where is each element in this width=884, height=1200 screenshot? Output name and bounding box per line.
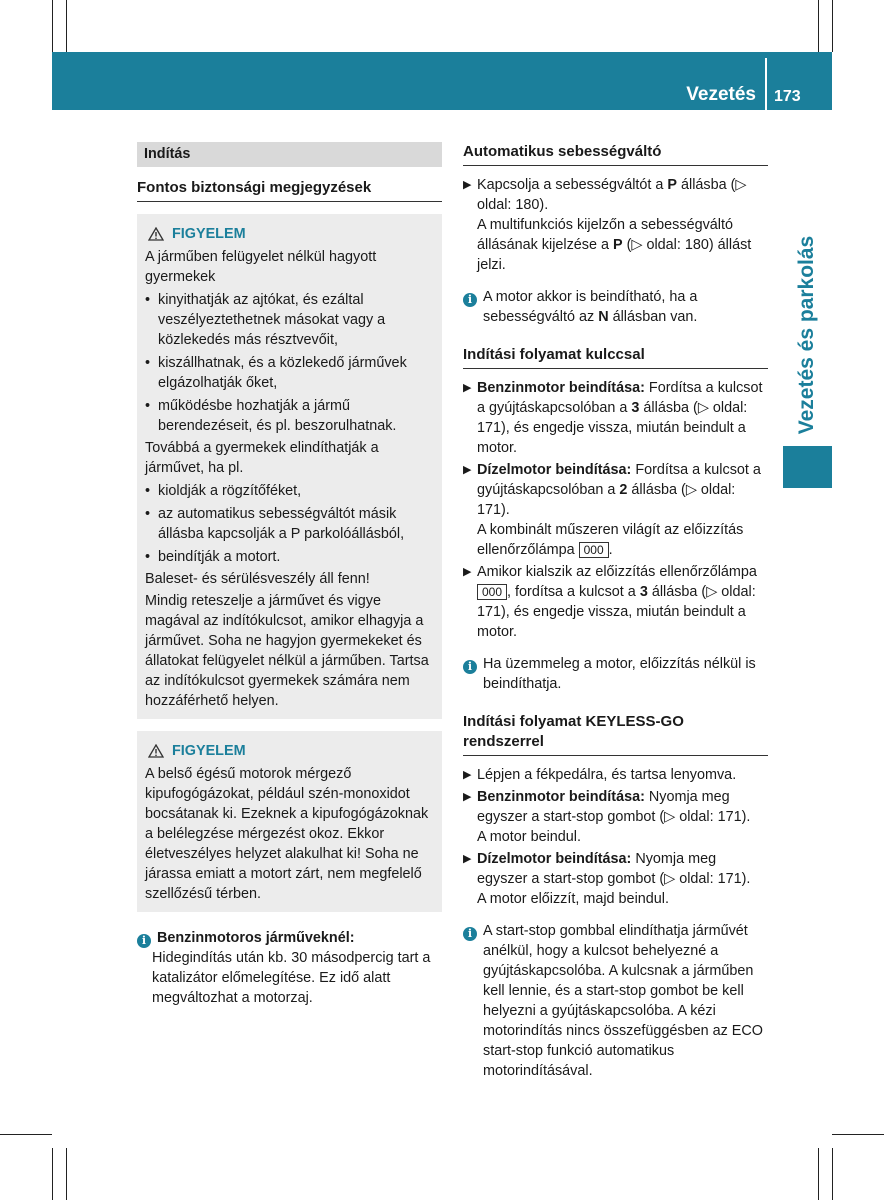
instruction-step: ▶ Amikor kialszik az előizzítás ellenőrzőlámpa 000 , fordítsa a kulcsot a 3 állásba (▷ oldal: 171), és engedje vissza, miután beindult a motor. bbox=[463, 564, 757, 640]
instruction-step: ▶ Kapcsolja a sebességváltót a P állásba (▷ oldal: 180). A multifunkciós kijelzőn a sebességváltó állásának kijelzése a P (▷ oldal: 180) állást jelzi. bbox=[463, 177, 752, 273]
warning-box bbox=[137, 731, 442, 912]
warning-triangle-icon bbox=[148, 744, 164, 758]
info-note: i A motor akkor is beindítható, ha a sebességváltó az N állásban van. bbox=[463, 287, 768, 327]
info-icon: i bbox=[463, 660, 477, 674]
info-icon: i bbox=[137, 934, 151, 948]
crop-mark bbox=[818, 1148, 819, 1200]
info-note bbox=[137, 928, 442, 1008]
crop-mark bbox=[818, 0, 819, 52]
crop-mark bbox=[66, 1148, 67, 1200]
warning-advice: Mindig reteszelje a járművet és vigye magával az indítókulcsot, amikor elhagyja a járművet. Soha ne hagyjon gyermekeket és állatokat felügyelet nélkül a járműben. Tartsa az indítókulcsot gyermekek számára nem hozzáférhető helyen. bbox=[145, 593, 429, 709]
list-item: • működésbe hozhatják a jármű berendezéseit, és pl. beszorulhatnak. bbox=[145, 398, 397, 434]
subheading: Automatikus sebességváltó bbox=[463, 142, 768, 166]
info-title: Benzinmotoros járműveknél: bbox=[157, 930, 355, 946]
page-title: Vezetés bbox=[686, 84, 756, 105]
section-title: Indítás bbox=[137, 142, 442, 167]
bullet-icon: • bbox=[145, 483, 151, 499]
subheading: Fontos biztonsági megjegyzések bbox=[137, 178, 442, 202]
bullet-icon: • bbox=[145, 506, 151, 522]
side-chapter-title: Vezetés és parkolás bbox=[795, 235, 818, 435]
warning-triangle-icon bbox=[148, 227, 164, 241]
crop-mark bbox=[66, 0, 67, 52]
crop-mark bbox=[0, 1134, 52, 1135]
step-arrow-icon: ▶ bbox=[463, 853, 472, 865]
step-arrow-icon: ▶ bbox=[463, 464, 472, 476]
info-text: Hidegindítás után kb. 30 másodpercig tart a katalizátor előmelegítése. Ez idő alatt megváltozhat a motorzaj. bbox=[152, 950, 431, 1006]
step-arrow-icon: ▶ bbox=[463, 566, 472, 578]
list-item: • az automatikus sebességváltót másik állásba kapcsolják a P parkolóállásból, bbox=[145, 506, 405, 542]
list-item: • beindítják a motort. bbox=[145, 549, 281, 565]
warning-middle: Továbbá a gyermekek elindíthatják a járművet, ha pl. bbox=[145, 440, 379, 476]
subheading: Indítási folyamat KEYLESS-GO rendszerrel bbox=[463, 712, 768, 756]
crop-mark bbox=[832, 0, 833, 52]
instruction-step: ▶ Dízelmotor beindítása: Nyomja meg egyszer a start-stop gombot (▷ oldal: 171). A motor előizzít, majd beindul. bbox=[463, 851, 751, 907]
crop-mark bbox=[832, 1148, 833, 1200]
info-note: i Ha üzemmeleg a motor, előizzítás nélkül is beindíthatja. bbox=[463, 654, 768, 694]
warning-box bbox=[137, 214, 442, 719]
warning-intro: A járműben felügyelet nélkül hagyott gyermekek bbox=[145, 249, 377, 285]
crop-mark bbox=[832, 1134, 884, 1135]
left-column bbox=[137, 142, 442, 1008]
crop-mark bbox=[52, 0, 53, 52]
list-item: • kioldják a rögzítőféket, bbox=[145, 483, 302, 499]
step-arrow-icon: ▶ bbox=[463, 382, 472, 394]
step-arrow-icon: ▶ bbox=[463, 179, 472, 191]
warning-label: FIGYELEM bbox=[172, 226, 246, 242]
side-chapter-tab bbox=[783, 446, 832, 488]
warning-danger: Baleset- és sérülésveszély áll fenn! bbox=[145, 571, 370, 587]
list-item: • kiszállhatnak, és a közlekedő járművek elgázolhatják őket, bbox=[145, 355, 407, 391]
bullet-icon: • bbox=[145, 549, 151, 565]
warning-text: A belső égésű motorok mérgező kipufogógázokat, például szén-monoxidot bocsátanak ki. Ezeknek a kipufogógázoknak a belélegzése mérgezést okoz. Ekkor életveszélyes helyzet alakulhat ki! Soha ne járassa emiatt a motort zárt, nem megfelelő szellőzésű térben. bbox=[145, 766, 429, 902]
warning-label: FIGYELEM bbox=[172, 743, 246, 759]
list-item: • kinyithatják az ajtókat, és ezáltal veszélyeztethetnek másokat vagy a közlekedés más résztvevőit, bbox=[145, 292, 386, 348]
glow-plug-icon: 000 bbox=[477, 584, 507, 600]
warning-header bbox=[145, 224, 434, 244]
right-column bbox=[463, 142, 768, 1081]
bullet-icon: • bbox=[145, 398, 151, 414]
glow-plug-icon: 000 bbox=[579, 542, 609, 558]
step-arrow-icon: ▶ bbox=[463, 769, 472, 781]
step-arrow-icon: ▶ bbox=[463, 791, 472, 803]
bullet-icon: • bbox=[145, 292, 151, 308]
header-separator bbox=[765, 58, 767, 110]
instruction-step: ▶ Benzinmotor beindítása: Nyomja meg egyszer a start-stop gombot (▷ oldal: 171). A motor beindul. bbox=[463, 789, 751, 845]
bullet-icon: • bbox=[145, 355, 151, 371]
info-icon: i bbox=[463, 927, 477, 941]
instruction-step: ▶ Dízelmotor beindítása: Fordítsa a kulcsot a gyújtáskapcsolóban a 2 állásba (▷ oldal: 171). A kombinált műszeren világít az előizzítás ellenőrzőlámpa 000 . bbox=[463, 462, 761, 558]
crop-mark bbox=[52, 1148, 53, 1200]
info-icon: i bbox=[463, 293, 477, 307]
instruction-step: ▶ Lépjen a fékpedálra, és tartsa lenyomva. bbox=[463, 767, 737, 783]
warning-header bbox=[145, 741, 434, 761]
instruction-step: ▶ Benzinmotor beindítása: Fordítsa a kulcsot a gyújtáskapcsolóban a 3 állásba (▷ oldal: 171), és engedje vissza, miután beindult a motor. bbox=[463, 380, 763, 456]
info-note: i A start-stop gombbal elindíthatja járművét anélkül, hogy a kulcsot behelyezné a gyújtáskapcsolóba. A kulcsnak a járműben kell lennie, és a start-stop gombot be kell helyezni a gyújtáskapcsolóba. A kézi motorindítás nincs összefüggésben az ECO start-stop funkció automatikus motorindításával. bbox=[463, 921, 768, 1081]
subheading: Indítási folyamat kulccsal bbox=[463, 345, 768, 369]
page-number: 173 bbox=[774, 88, 801, 105]
